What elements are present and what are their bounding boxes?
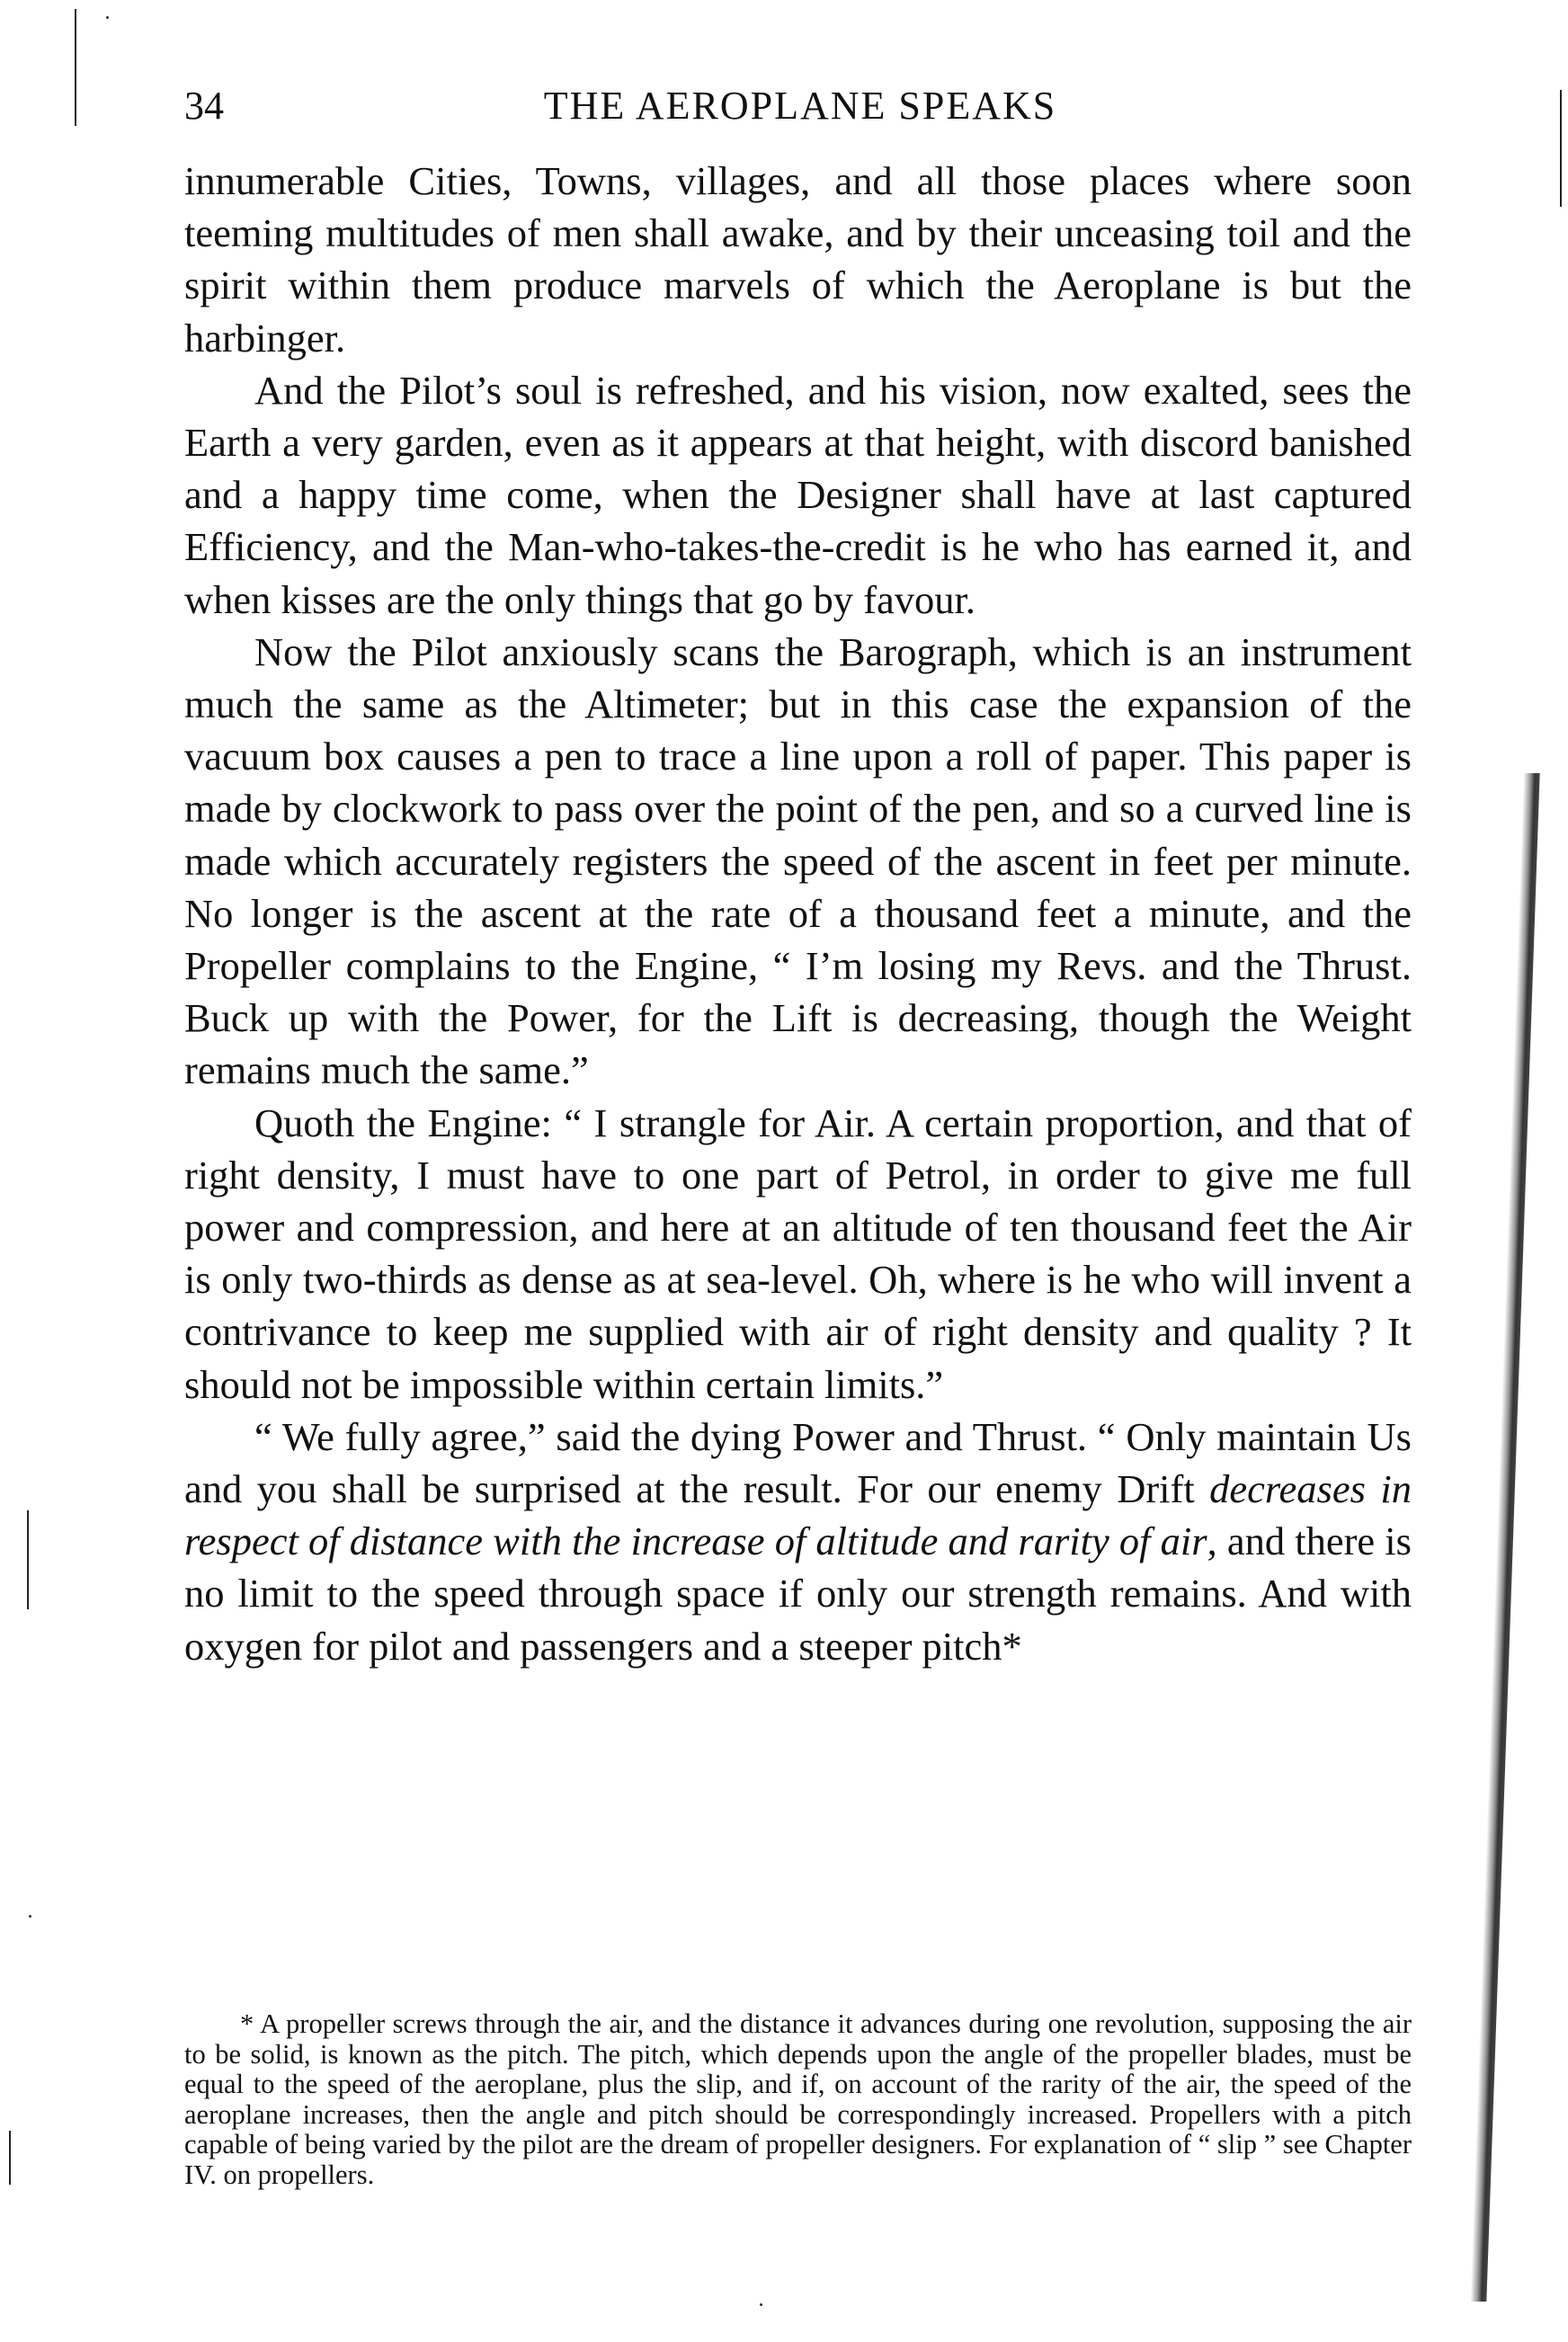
- left-margin-scan-mark: [75, 9, 76, 126]
- footnote-text: * A propeller screws through the air, and the distance it advances during one revolution, supposing the air to be solid, is known as the pitch. The pitch, which depends upon the angle of the propeller blades, must be equal to the speed of the aeroplane, plus the slip, and if, on account of the rarity of the air, the speed of the aeroplane increases, then the angle and pitch should be correspondingly increased. Propellers with a pitch capable of being varied by the pilot are the dream of propeller designers. For explanation of “ slip ” see Chapter IV. on propellers.: [184, 2008, 1412, 2190]
- page-header: [184, 83, 1416, 137]
- paragraph-text: , and there is no limit to the speed through space if only our strength remains. And with oxygen for pilot and passengers and a steeper pitch*: [184, 1518, 1412, 1669]
- page-edge-shadow: [1470, 773, 1539, 2302]
- left-margin-scan-mark-bottom: [9, 2131, 11, 2185]
- running-title: THE AEROPLANE SPEAKS: [543, 84, 1057, 128]
- page-number: 34: [184, 84, 224, 128]
- paragraph: innumerable Cities, Towns, villages, and all those places where soon teeming multitudes of men shall awake, and by their unceasing toil and the spirit within them produce marvels of which the Aeroplane is but the harbinger.: [184, 158, 1412, 361]
- body-text: [184, 155, 1412, 1672]
- scan-speck: [760, 2303, 762, 2306]
- paragraph-text: “ We fully agree,” said the dying Power and Thrust. “ Only maintain Us and you shall be surprised at the result. For our enemy Drift: [184, 1413, 1412, 1512]
- italic-emphasis: decreases in respect of distance with the increase of altitude and rarity of air: [184, 1466, 1412, 1564]
- paragraph-with-italic: [184, 1411, 1412, 1672]
- paragraph: Quoth the Engine: “ I strangle for Air. A certain proportion, and that of right density, I must have to one part of Petrol, in order to give me full power and compression, and here at an altitude of ten thousand feet the Air is only two-thirds as dense as at sea-level. Oh, where is he who will invent a contrivance to keep me supplied with air of right density and quality ? It should not be impossible within certain limits.”: [184, 1100, 1412, 1407]
- left-margin-scan-mark-lower: [27, 1510, 29, 1609]
- paragraph: And the Pilot’s soul is refreshed, and his vision, now exalted, sees the Earth a very garden, even as it appears at that height, with discord banished and a happy time come, when the Designer shall have at last captured Efficiency, and the Man-who-takes-the-credit is he who has earned it, and when kisses are the only things that go by favour.: [184, 367, 1412, 622]
- paragraph: Now the Pilot anxiously scans the Barograph, which is an instrument much the same as the Altimeter; but in this case the expansion of the vacuum box causes a pen to trace a line upon a roll of paper. This paper is made by clockwork to pass over the point of the pen, and so a curved line is made which accurately registers the speed of the ascent in feet per minute. No longer is the ascent at the rate of a thousand feet a minute, and the Propeller complains to the Engine, “ I’m losing my Revs. and the Thrust. Buck up with the Power, for the Lift is decreasing, though the Weight remains much the same.”: [184, 628, 1412, 1093]
- scan-speck: [29, 1915, 31, 1918]
- right-margin-scan-mark: [1560, 90, 1562, 207]
- footnote: [184, 2009, 1412, 2190]
- scan-speck: [106, 16, 109, 19]
